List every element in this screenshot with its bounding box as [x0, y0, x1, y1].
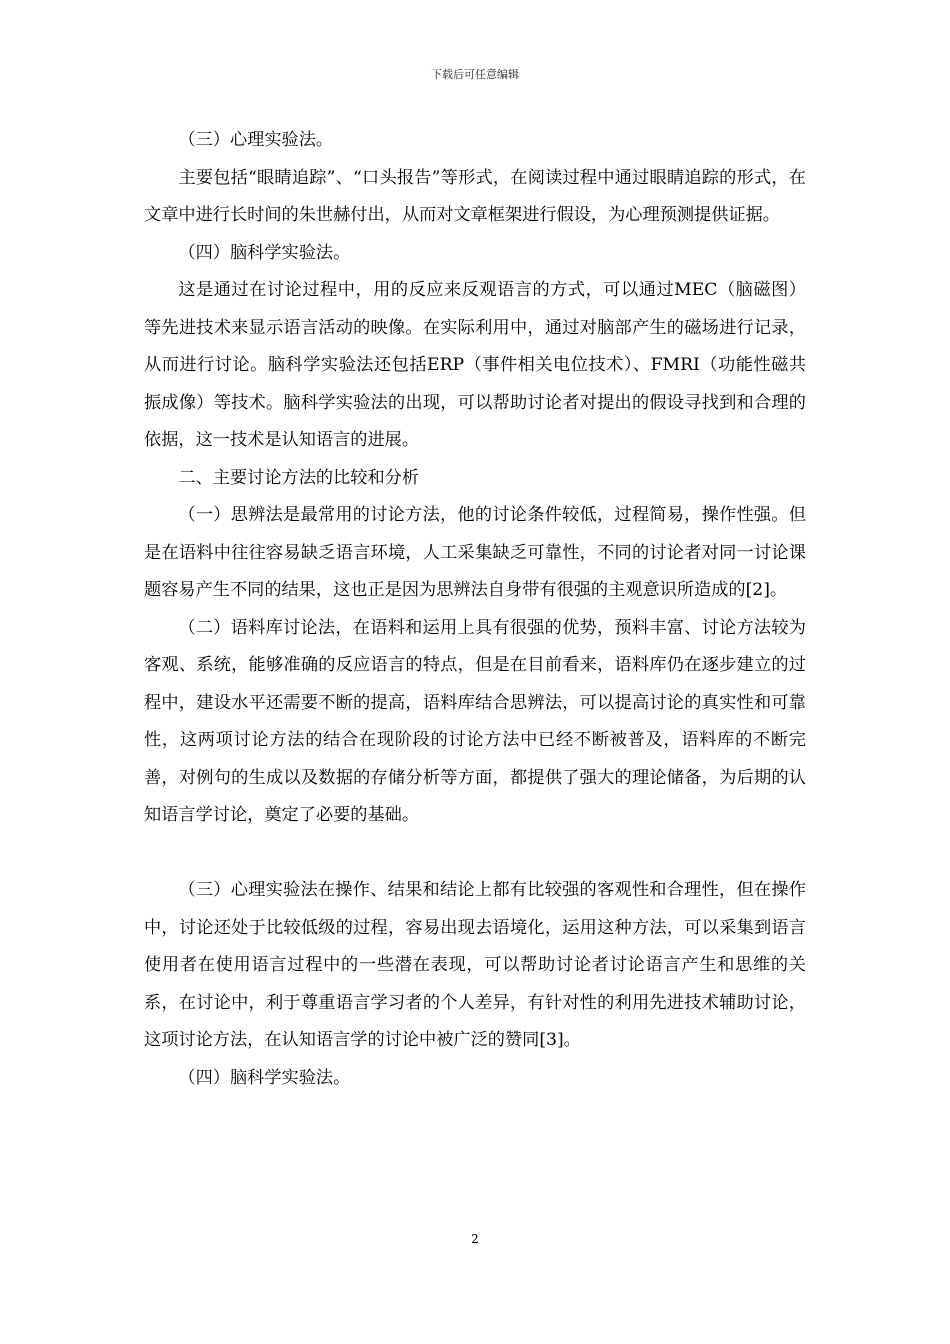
document-body — [144, 122, 806, 1097]
section-heading: （四）脑科学实验法。 — [178, 242, 351, 263]
body-paragraph: （三）心理实验法在操作、结果和结论上都有比较强的客观性和合理性，但在操作中，讨论还处于比较低级的过程，容易出现去语境化，运用这种方法，可以采集到语言使用者在使用语言过程中的一些潜在表现，可以帮助讨论者讨论语言产生和思维的关系，在讨论中，利于尊重语言学习者的个人差异，有针对性的利用先进技术辅助讨论，这项讨论方法，在认知语言学的讨论中被广泛的赞同[3]。 — [144, 880, 806, 1050]
blank-line — [144, 835, 806, 873]
section-heading: （四）脑科学实验法。 — [178, 1067, 351, 1088]
section-heading: （三）心理实验法。 — [178, 130, 334, 150]
body-paragraph: 主要包括“眼睛追踪”、“口头报告”等形式，在阅读过程中通过眼睛追踪的形式，在文章中进行长时间的朱世赫付出，从而对文章框架进行假设，为心理预测提供证据。 — [144, 167, 806, 225]
section-heading: 二、主要讨论方法的比较和分析 — [178, 467, 420, 488]
page-number: 2 — [471, 1232, 479, 1246]
body-paragraph: （二）语料库讨论法，在语料和运用上具有很强的优势，预料丰富、讨论方法较为客观、系统，能够准确的反应语言的特点，但是在目前看来，语料库仍在逐步建立的过程中，建设水平还需要不断的提高，语料库结合思辨法，可以提高讨论的真实性和可靠性，这两项讨论方法的结合在现阶段的讨论方法中已经不断被普及，语料库的不断完善，对例句的生成以及数据的存储分析等方面，都提供了强大的理论储备，为后期的认知语言学讨论，奠定了必要的基础。 — [144, 617, 806, 825]
page-header: 下载后可任意编辑 — [431, 68, 519, 81]
body-paragraph: （一）思辨法是最常用的讨论方法，他的讨论条件较低，过程简易，操作性强。但是在语料中往往容易缺乏语言环境，人工采集缺乏可靠性，不同的讨论者对同一讨论课题容易产生不同的结果，这也正是因为思辨法自身带有很强的主观意识所造成的[2]。 — [144, 505, 806, 600]
body-paragraph: 这是通过在讨论过程中，用的反应来反观语言的方式，可以通过MEC（脑磁图）等先进技术来显示语言活动的映像。在实际利用中，通过对脑部产生的磁场进行记录，从而进行讨论。脑科学实验法还包括ERP（事件相关电位技术）、FMRI（功能性磁共振成像）等技术。脑科学实验法的出现，可以帮助讨论者对提出的假设寻找到和合理的依据，这一技术是认知语言的进展。 — [144, 280, 806, 450]
